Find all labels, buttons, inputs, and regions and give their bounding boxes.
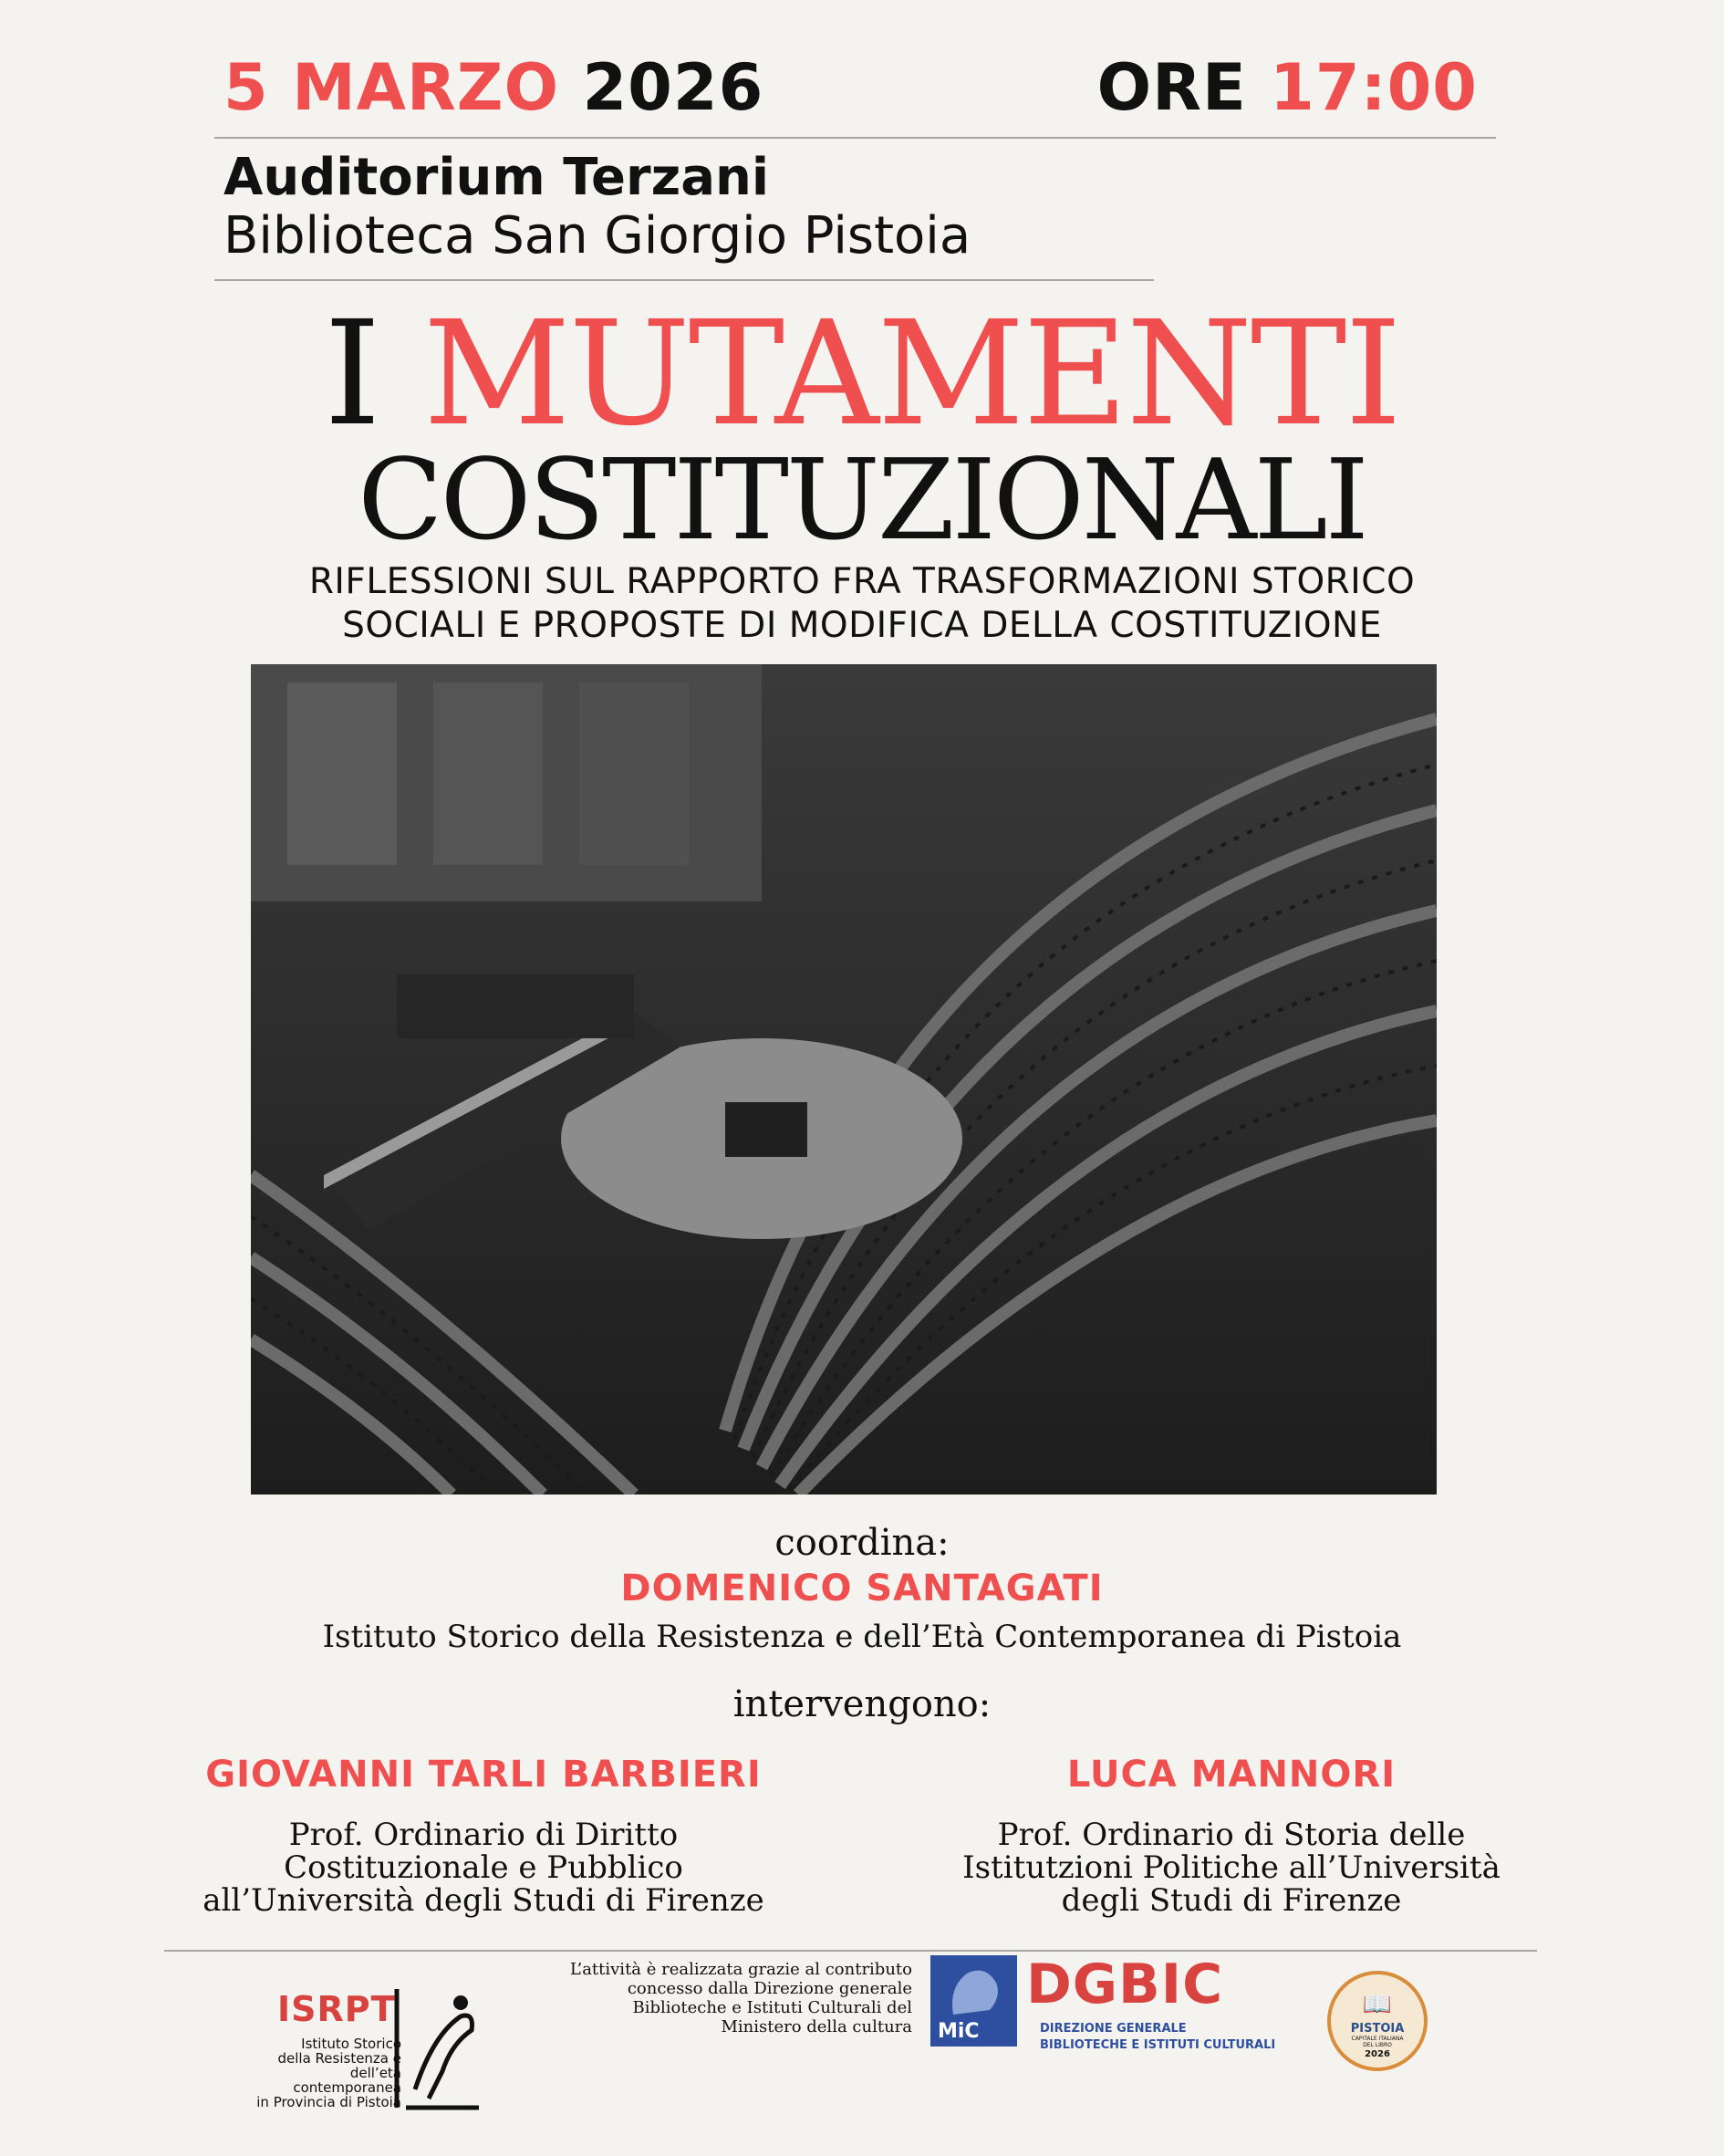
- funding-note: [511, 1960, 912, 2036]
- speaker-left-role-line3: all’Università degli Studi di Firenze: [203, 1882, 764, 1919]
- pistoia-seal-line1: CAPITALE ITALIANA: [1351, 2036, 1404, 2042]
- event-time-value: 17:00: [1270, 50, 1478, 125]
- isrpt-logo-text: ISRPT: [277, 1989, 396, 2029]
- funding-note-line4: Ministero della cultura: [721, 2017, 912, 2036]
- speaker-right-name: LUCA MANNORI: [1066, 1754, 1397, 1796]
- isrpt-horse-icon: [388, 1980, 488, 2112]
- funding-note-line2: concesso dalla Direzione generale: [627, 1979, 912, 1998]
- coordinator-label: coordina:: [774, 1522, 950, 1564]
- mic-label: MiC: [938, 2020, 980, 2043]
- title-word-mutamenti: MUTAMENTI: [422, 290, 1400, 458]
- pistoia-seal-year: 2026: [1365, 2049, 1390, 2059]
- speaker-right-role-line2: Istitutzioni Politiche all’Università: [962, 1849, 1501, 1886]
- event-date-day-month: 5 MARZO: [223, 50, 560, 125]
- venue-place: Biblioteca San Giorgio Pistoia: [223, 206, 971, 266]
- speaker-right-role-line1: Prof. Ordinario di Storia delle: [997, 1817, 1466, 1853]
- isrpt-line4: in Provincia di Pistoia: [256, 2094, 401, 2110]
- isrpt-line2: della Resistenza e: [277, 2050, 401, 2067]
- pistoia-seal-name: PISTOIA: [1350, 2022, 1405, 2036]
- event-date-year: 2026: [582, 50, 764, 125]
- speaker-left-role-line2: Costituzionale e Pubblico: [284, 1849, 683, 1886]
- mic-logo: [930, 1955, 1017, 2047]
- venue-name: Auditorium Terzani: [223, 148, 770, 207]
- isrpt-line3: dell’età contemporanea: [293, 2065, 401, 2096]
- event-title-line2: COSTITUZIONALI: [358, 435, 1366, 565]
- speakers-label: intervengono:: [732, 1683, 992, 1725]
- speaker-left-role-line1: Prof. Ordinario di Diritto: [288, 1817, 679, 1853]
- pistoia-seal-icon: 📖: [1362, 1991, 1393, 2018]
- coordinator-name: DOMENICO SANTAGATI: [620, 1568, 1104, 1609]
- speaker-right-role: [930, 1818, 1532, 1917]
- isrpt-line1: Istituto Storico: [301, 2036, 401, 2052]
- parliament-chamber-photo: [251, 664, 1437, 1495]
- dgbic-line2: BIBLIOTECHE E ISTITUTI CULTURALI: [1040, 2038, 1276, 2052]
- speaker-left-role: [155, 1818, 812, 1917]
- speaker-left-name: GIOVANNI TARLI BARBIERI: [205, 1754, 762, 1796]
- pistoia-capital-book-seal: [1327, 1971, 1428, 2071]
- funding-note-line3: Biblioteche e Istituti Culturali del: [632, 1998, 912, 2017]
- mic-head-icon: [930, 1955, 1017, 2019]
- header-divider: [214, 137, 1496, 139]
- event-time-label: ORE: [1096, 50, 1247, 125]
- subtitle-line2: SOCIALI E PROPOSTE DI MODIFICA DELLA COSTITUZIONE: [342, 605, 1382, 646]
- event-title-line1: [0, 290, 1724, 458]
- dgbic-logo-text: DGBIC: [1026, 1953, 1224, 2016]
- event-time: [1097, 50, 1478, 125]
- pistoia-seal-line2: DEL LIBRO: [1363, 2042, 1392, 2048]
- footer-divider: [164, 1950, 1537, 1952]
- dgbic-line1: DIREZIONE GENERALE: [1040, 2022, 1187, 2036]
- funding-note-line1: L’attività è realizzata grazie al contributo: [569, 1960, 912, 1979]
- venue-divider: [214, 279, 1154, 281]
- chamber-illustration: [251, 664, 1437, 1495]
- event-date: [223, 50, 763, 125]
- isrpt-logo-subtitle: [255, 2036, 401, 2109]
- coordinator-affiliation: Istituto Storico della Resistenza e dell’Età Contemporanea di Pistoia: [322, 1619, 1402, 1655]
- title-word-i: I: [324, 290, 379, 458]
- speaker-right-role-line3: degli Studi di Firenze: [1061, 1882, 1402, 1919]
- subtitle-line1: RIFLESSIONI SUL RAPPORTO FRA TRASFORMAZIONI STORICO: [308, 561, 1416, 602]
